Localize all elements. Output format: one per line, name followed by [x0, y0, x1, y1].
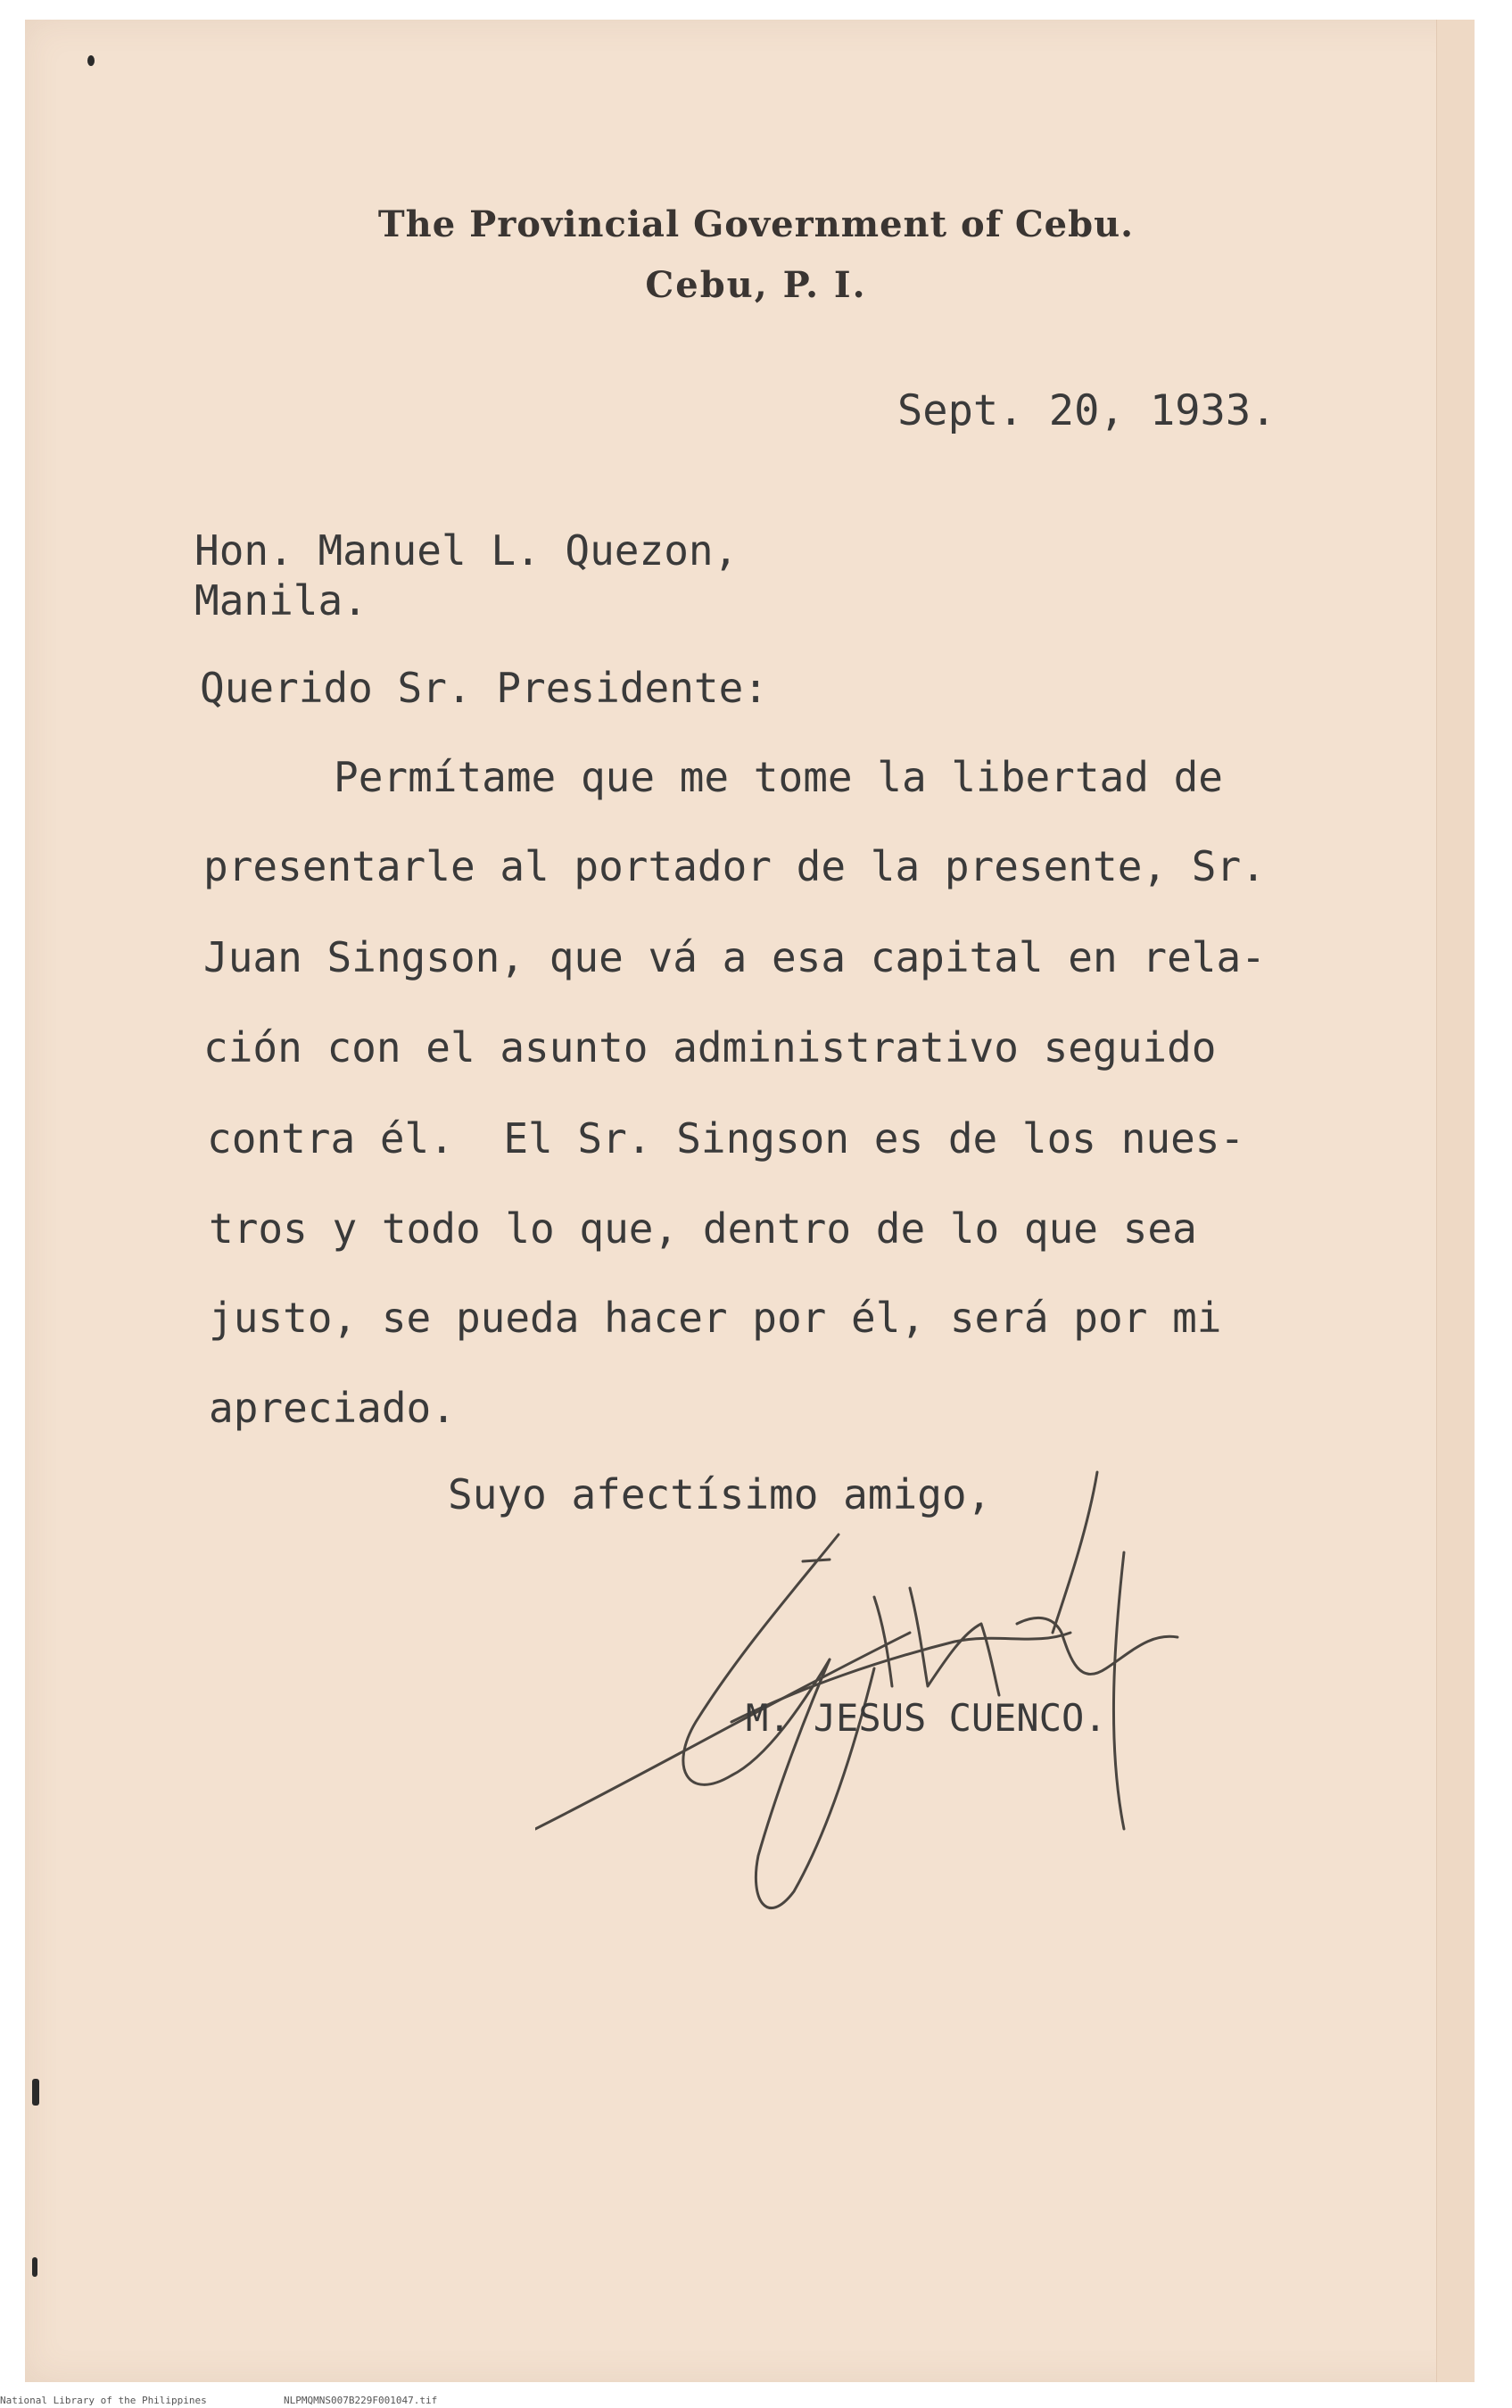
recipient-city: Manila. [194, 576, 368, 625]
body-line: contra él. El Sr. Singson es de los nues- [207, 1114, 1245, 1163]
binding-mark [32, 2257, 37, 2277]
paper-edge [1436, 20, 1475, 2382]
ink-spot [87, 55, 95, 66]
body-line: ción con el asunto administrativo seguido [203, 1023, 1217, 1072]
letter-date: Sept. 20, 1933. [897, 386, 1277, 435]
signature-stroke [1113, 1552, 1124, 1829]
closing: Suyo afectísimo amigo, [448, 1470, 992, 1518]
body-line: presentarle al portador de la presente, Sr. [203, 842, 1266, 890]
body-line: Juan Singson, que vá a esa capital en rela- [203, 933, 1266, 981]
letter-paper [25, 20, 1474, 2382]
signer-name: M. JESUS CUENCO. [746, 1696, 1107, 1740]
signature-stroke [803, 1560, 830, 1561]
body-line: apreciado. [209, 1384, 456, 1432]
binding-mark [32, 2079, 39, 2106]
file-name: NLPMQMNS007B229F001047.tif [284, 2395, 438, 2406]
body-line: tros y todo lo que, dentro de lo que sea [209, 1204, 1197, 1253]
letterhead-title: The Provincial Government of Cebu. [377, 203, 1135, 245]
signature-stroke [1053, 1472, 1097, 1633]
letterhead-location: Cebu, P. I. [645, 264, 867, 306]
body-line: justo, se pueda hacer por él, será por mi [209, 1294, 1222, 1342]
archive-credit: National Library of the Philippines [0, 2395, 207, 2406]
salutation: Querido Sr. Presidente: [200, 664, 768, 712]
recipient-name: Hon. Manuel L. Quezon, [194, 526, 739, 575]
signature-stroke [683, 1535, 839, 1784]
signature-stroke [1017, 1618, 1177, 1674]
body-line: Permítame que me tome la libertad de [334, 753, 1223, 801]
